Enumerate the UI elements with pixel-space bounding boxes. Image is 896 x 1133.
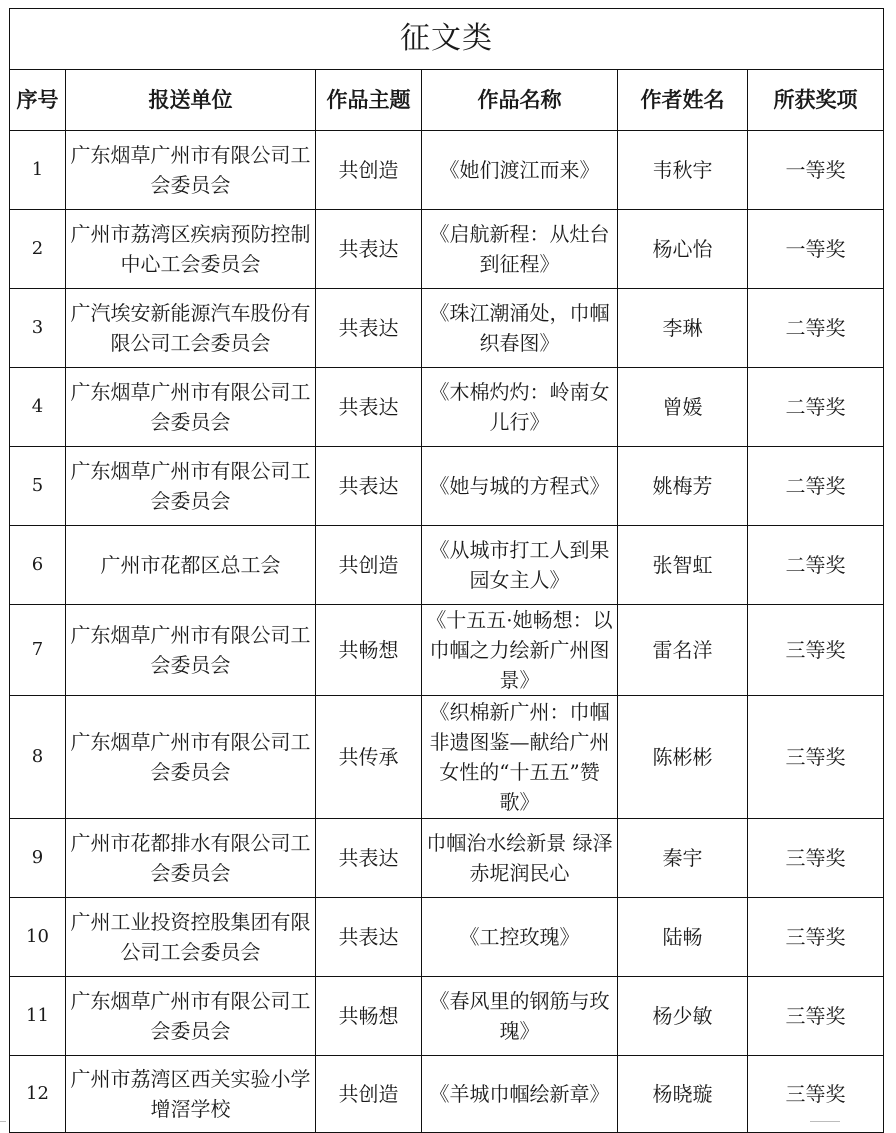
cell-award: 二等奖	[748, 447, 884, 526]
cell-work: 《工控玫瑰》	[422, 898, 618, 977]
cell-theme: 共表达	[316, 819, 422, 898]
cell-work: 《启航新程：从灶台到征程》	[422, 210, 618, 289]
cell-seq: 9	[10, 819, 66, 898]
cell-award: 三等奖	[748, 898, 884, 977]
cell-unit: 广汽埃安新能源汽车股份有限公司工会委员会	[66, 289, 316, 368]
table-row	[10, 1056, 884, 1133]
cell-award: 二等奖	[748, 368, 884, 447]
page-corner-mark-left	[0, 1121, 6, 1126]
cell-seq: 2	[10, 210, 66, 289]
cell-award: 二等奖	[748, 289, 884, 368]
cell-work: 《她与城的方程式》	[422, 447, 618, 526]
table-row	[10, 131, 884, 210]
cell-work: 《春风里的钢筋与玫瑰》	[422, 977, 618, 1056]
cell-theme: 共表达	[316, 368, 422, 447]
cell-author: 韦秋宇	[618, 131, 748, 210]
cell-author: 陈彬彬	[618, 696, 748, 819]
cell-work: 《木棉灼灼：岭南女儿行》	[422, 368, 618, 447]
header-row	[10, 70, 884, 131]
cell-seq: 4	[10, 368, 66, 447]
cell-work: 《羊城巾帼绘新章》	[422, 1056, 618, 1133]
cell-work: 《从城市打工人到果园女主人》	[422, 526, 618, 605]
cell-author: 陆畅	[618, 898, 748, 977]
cell-theme: 共畅想	[316, 977, 422, 1056]
cell-author: 秦宇	[618, 819, 748, 898]
cell-theme: 共表达	[316, 898, 422, 977]
header-award: 所获奖项	[748, 70, 884, 131]
cell-award: 三等奖	[748, 605, 884, 696]
award-table	[9, 8, 884, 1133]
cell-theme: 共表达	[316, 289, 422, 368]
table-row	[10, 819, 884, 898]
cell-author: 张智虹	[618, 526, 748, 605]
cell-theme: 共创造	[316, 1056, 422, 1133]
cell-unit: 广东烟草广州市有限公司工会委员会	[66, 368, 316, 447]
table-row	[10, 368, 884, 447]
cell-theme: 共创造	[316, 526, 422, 605]
cell-award: 三等奖	[748, 977, 884, 1056]
cell-unit: 广州市荔湾区西关实验小学增滘学校	[66, 1056, 316, 1133]
cell-author: 姚梅芳	[618, 447, 748, 526]
cell-theme: 共传承	[316, 696, 422, 819]
cell-author: 雷名洋	[618, 605, 748, 696]
table-row	[10, 526, 884, 605]
header-theme: 作品主题	[316, 70, 422, 131]
header-unit: 报送单位	[66, 70, 316, 131]
cell-work: 《十五五·她畅想：以巾帼之力绘新广州图景》	[422, 605, 618, 696]
cell-award: 三等奖	[748, 696, 884, 819]
cell-work: 巾帼治水绘新景 绿泽赤坭润民心	[422, 819, 618, 898]
cell-author: 曾媛	[618, 368, 748, 447]
cell-theme: 共创造	[316, 131, 422, 210]
cell-award: 二等奖	[748, 526, 884, 605]
table-row	[10, 898, 884, 977]
table-row	[10, 289, 884, 368]
cell-award: 一等奖	[748, 131, 884, 210]
cell-award: 三等奖	[748, 1056, 884, 1133]
cell-seq: 7	[10, 605, 66, 696]
cell-award: 三等奖	[748, 819, 884, 898]
cell-seq: 10	[10, 898, 66, 977]
cell-seq: 1	[10, 131, 66, 210]
cell-seq: 5	[10, 447, 66, 526]
cell-work: 《她们渡江而来》	[422, 131, 618, 210]
cell-seq: 12	[10, 1056, 66, 1133]
cell-unit: 广州市花都区总工会	[66, 526, 316, 605]
cell-work: 《织棉新广州：巾帼非遗图鉴—献给广州女性的“十五五”赞歌》	[422, 696, 618, 819]
table-row	[10, 977, 884, 1056]
cell-unit: 广东烟草广州市有限公司工会委员会	[66, 696, 316, 819]
cell-award: 一等奖	[748, 210, 884, 289]
table-row	[10, 696, 884, 819]
header-author: 作者姓名	[618, 70, 748, 131]
page-corner-mark-right	[810, 1121, 840, 1126]
cell-author: 杨晓璇	[618, 1056, 748, 1133]
cell-unit: 广州市荔湾区疾病预防控制中心工会委员会	[66, 210, 316, 289]
cell-author: 杨心怡	[618, 210, 748, 289]
cell-theme: 共畅想	[316, 605, 422, 696]
cell-seq: 6	[10, 526, 66, 605]
cell-unit: 广东烟草广州市有限公司工会委员会	[66, 447, 316, 526]
cell-seq: 3	[10, 289, 66, 368]
cell-author: 杨少敏	[618, 977, 748, 1056]
cell-seq: 11	[10, 977, 66, 1056]
cell-theme: 共表达	[316, 210, 422, 289]
table-body	[10, 131, 884, 1133]
cell-unit: 广东烟草广州市有限公司工会委员会	[66, 131, 316, 210]
header-seq: 序号	[10, 70, 66, 131]
cell-theme: 共表达	[316, 447, 422, 526]
cell-unit: 广东烟草广州市有限公司工会委员会	[66, 605, 316, 696]
table-row	[10, 210, 884, 289]
table-title: 征文类	[10, 9, 884, 70]
table-row	[10, 605, 884, 696]
header-work: 作品名称	[422, 70, 618, 131]
cell-unit: 广州市花都排水有限公司工会委员会	[66, 819, 316, 898]
cell-unit: 广州工业投资控股集团有限公司工会委员会	[66, 898, 316, 977]
cell-work: 《珠江潮涌处，巾帼织春图》	[422, 289, 618, 368]
cell-unit: 广东烟草广州市有限公司工会委员会	[66, 977, 316, 1056]
cell-seq: 8	[10, 696, 66, 819]
cell-author: 李琳	[618, 289, 748, 368]
table-row	[10, 447, 884, 526]
